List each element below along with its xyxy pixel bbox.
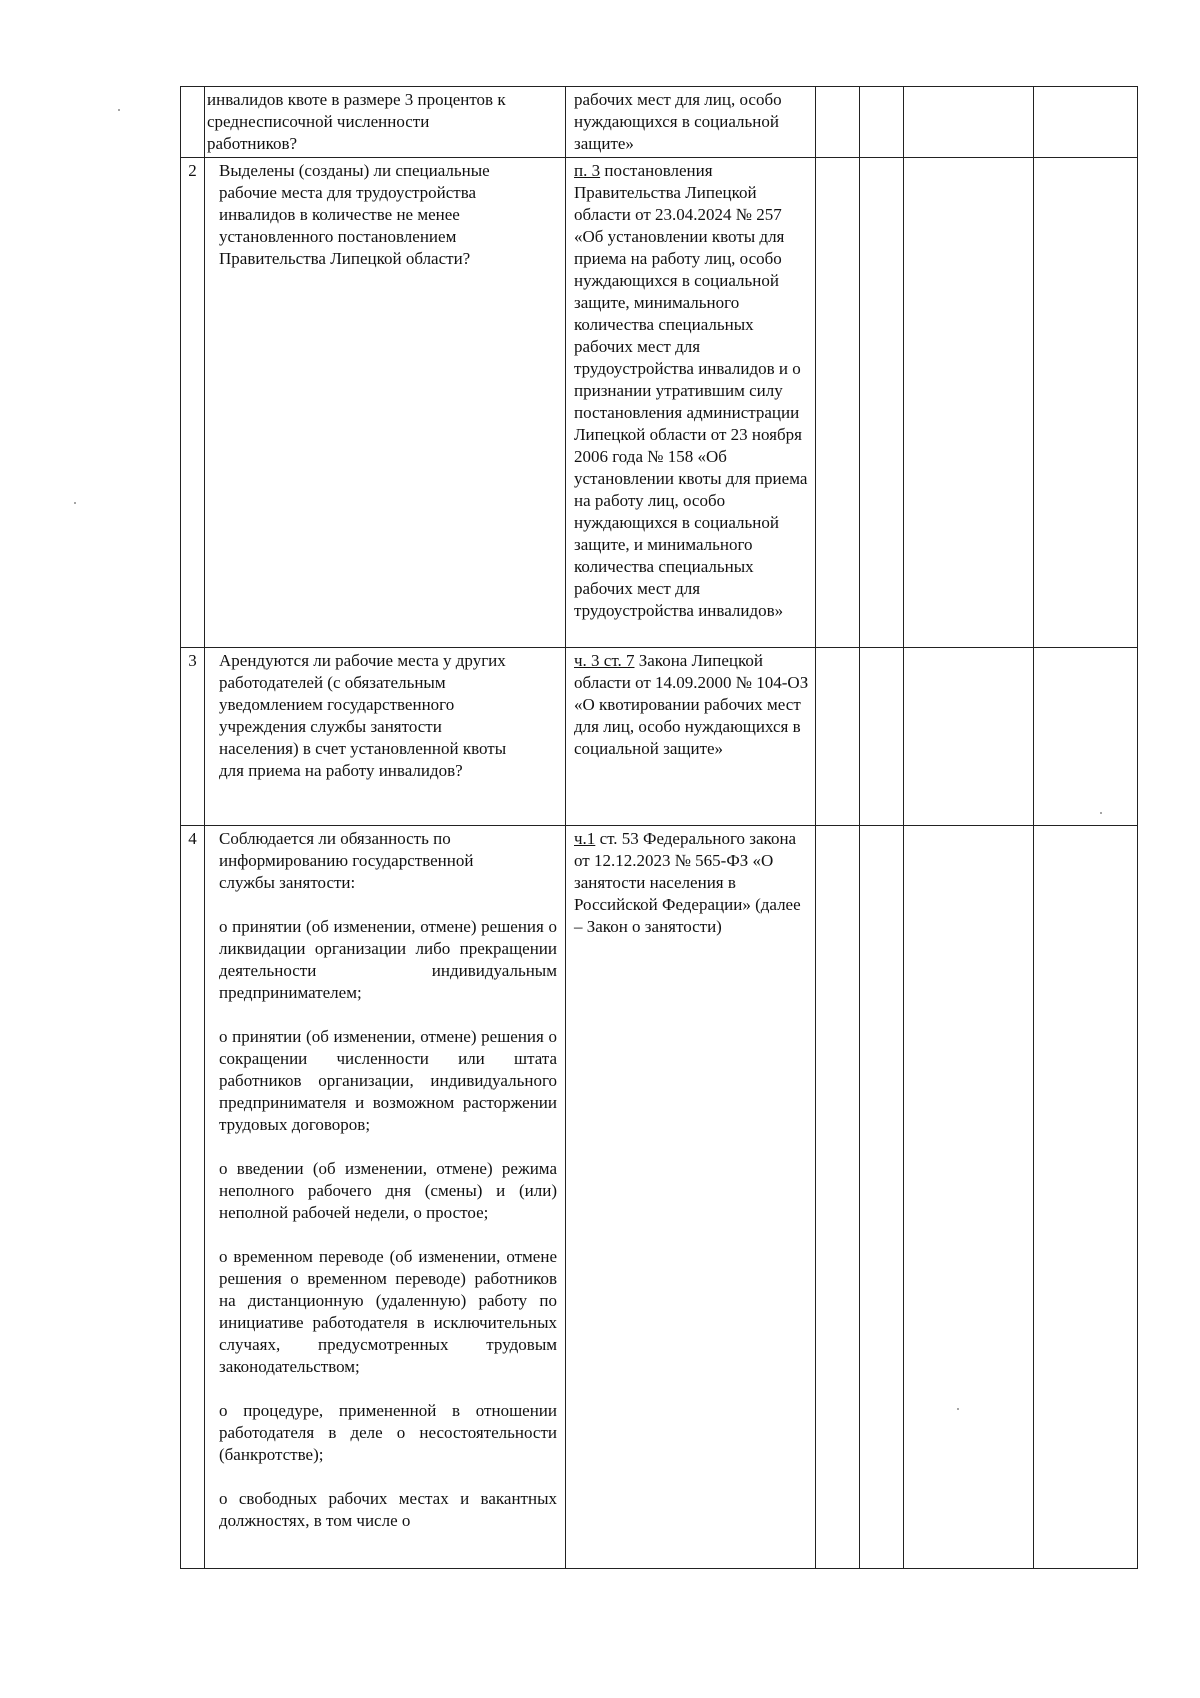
scan-speck [957,1408,959,1410]
reference-cell [566,648,816,826]
empty-cell [1034,826,1138,1569]
empty-cell [1034,87,1138,158]
question-line: населения) в счет установленной квоты [219,739,507,758]
question-cell [205,87,566,158]
checklist-table [180,86,1138,1569]
reference-link[interactable]: ч.1 [574,829,596,848]
reference-link[interactable]: п. 3 [574,161,601,180]
question-line: Выделены (созданы) ли специальные [219,161,490,180]
notification-item: о введении (об изменении, отмене) режима неполного рабочего дня (смены) и (или) неполной рабочей недели, о простое; [219,1159,557,1222]
row-number: 3 [181,648,205,826]
scan-speck [118,109,120,111]
reference-cell [566,158,816,648]
table-row [181,826,1138,1569]
table-row [181,648,1138,826]
question-cell [205,648,566,826]
question-line: службы занятости: [219,873,356,892]
reference-text: постановления Правительства Липецкой области от 23.04.2024 № 257 «Об установлении квоты для приема на работу лиц, особо нуждающихся в социальной защите, минимального количества специальных рабочих мест для трудоустройства инвалидов и о признании утратившим силу постановления администрации Липецкой области от 23 ноября 2006 года № 158 «Об установлении квоты для приема на работу лиц, особо нуждающихся в социальной защите, и минимального количества специальных рабочих мест для трудоустройства инвалидов» [574,161,808,620]
question-line: рабочие места для трудоустройства [219,183,477,202]
question-line: для приема на работу инвалидов? [219,761,463,780]
reference-cell [566,826,816,1569]
question-line: инвалидов в количестве не менее [219,205,460,224]
row-number: 2 [181,158,205,648]
reference-text: Закона Липецкой области от 14.09.2000 № 104-ОЗ «О квотировании рабочих мест для лиц, особо нуждающихся в социальной защите» [574,651,809,758]
table-row [181,87,1138,158]
row-number [181,87,205,158]
empty-cell [860,648,904,826]
scan-speck [74,502,76,504]
question-cell [205,826,566,1569]
question-line: Правительства Липецкой области? [219,249,471,268]
question-line: работодателей (с обязательным [219,673,446,692]
empty-cell [816,826,860,1569]
question-line: работников? [207,134,298,153]
table-row [181,158,1138,648]
question-line: Соблюдается ли обязанность по [219,829,451,848]
reference-cell [566,87,816,158]
row-number: 4 [181,826,205,1569]
question-line: учреждения службы занятости [219,717,442,736]
empty-cell [1034,648,1138,826]
question-line: информированию государственной [219,851,474,870]
question-line: Арендуются ли рабочие места у других [219,651,506,670]
empty-cell [816,648,860,826]
scan-speck [1100,812,1102,814]
empty-cell [860,158,904,648]
empty-cell [816,158,860,648]
notification-item: о принятии (об изменении, отмене) решения о сокращении численности или штата работников организации, индивидуального предпринимателя и возможном расторжении трудовых договоров; [219,1027,557,1134]
empty-cell [904,158,1034,648]
question-line: уведомлением государственного [219,695,455,714]
notification-item: о свободных рабочих местах и вакантных должностях, в том числе о [219,1489,557,1530]
reference-text: рабочих мест для лиц, особо нуждающихся в социальной защите» [574,90,782,153]
notification-item: о временном переводе (об изменении, отмене решения о временном переводе) работников на дистанционную (удаленную) работу по инициативе работодателя в исключительных случаях, предусмотренных трудовым законодательством; [219,1247,557,1376]
empty-cell [860,87,904,158]
question-cell [205,158,566,648]
reference-text: ст. 53 Федерального закона от 12.12.2023 № 565-ФЗ «О занятости населения в Российской Федерации» (далее – Закон о занятости) [574,829,801,936]
question-line: инвалидов квоте в размере 3 процентов к [207,90,506,109]
empty-cell [904,826,1034,1569]
empty-cell [816,87,860,158]
question-line: установленного постановлением [219,227,457,246]
empty-cell [904,87,1034,158]
empty-cell [904,648,1034,826]
empty-cell [860,826,904,1569]
reference-link[interactable]: ч. 3 ст. 7 [574,651,635,670]
notification-item: о процедуре, примененной в отношении работодателя в деле о несостоятельности (банкротстве); [219,1401,557,1464]
notification-item: о принятии (об изменении, отмене) решения о ликвидации организации либо прекращении деятельности индивидуальным предпринимателем; [219,917,557,1002]
question-line: среднесписочной численности [207,112,430,131]
empty-cell [1034,158,1138,648]
